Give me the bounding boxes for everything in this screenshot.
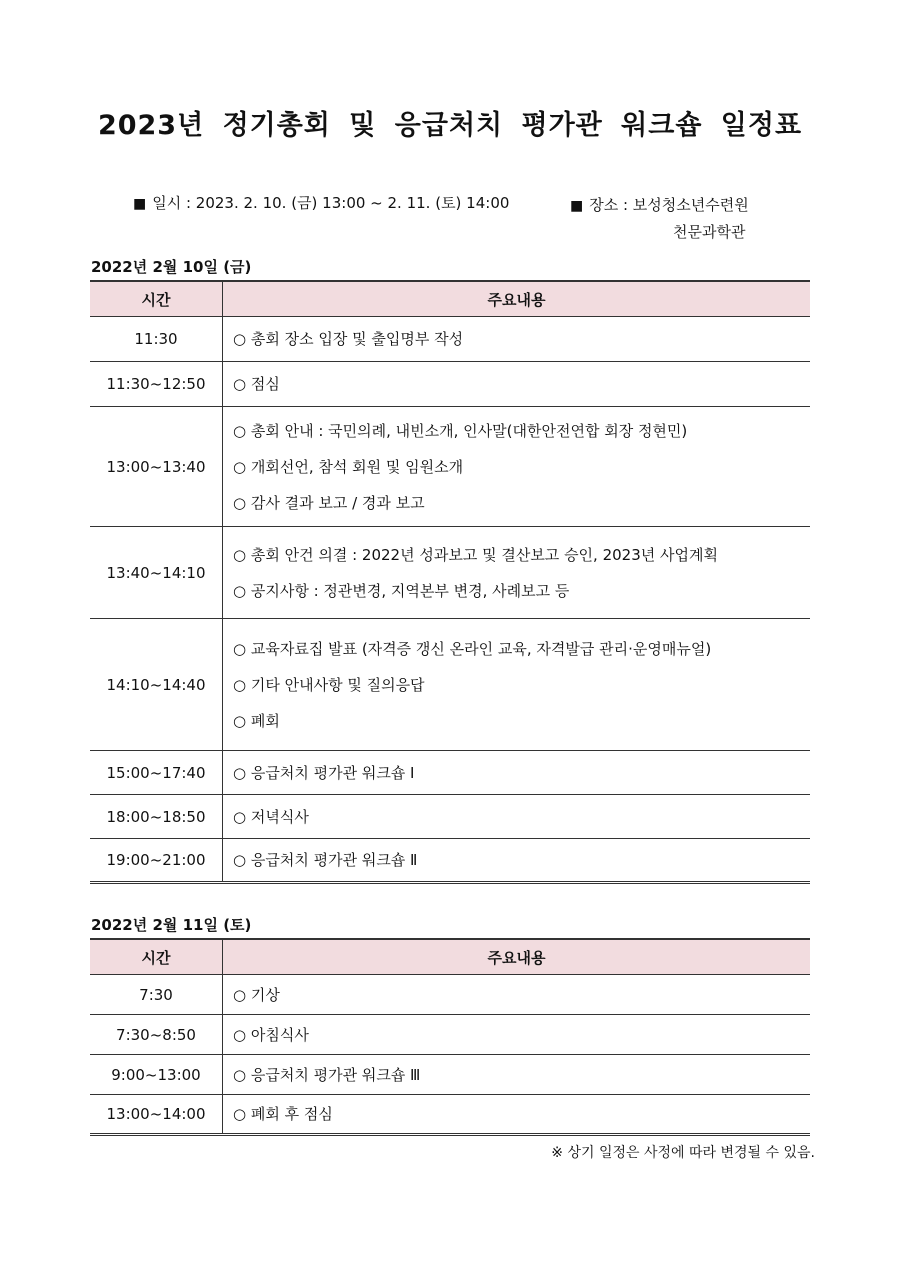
agenda-item: ○ 공지사항 : 정관변경, 지역본부 변경, 사례보고 등 bbox=[233, 581, 570, 600]
square-bullet-icon: ■ bbox=[570, 198, 584, 214]
table-row bbox=[90, 317, 810, 362]
time-cell: 7:30~8:50 bbox=[90, 1015, 223, 1055]
table-row bbox=[90, 839, 810, 883]
content-cell bbox=[223, 975, 811, 1015]
content-cell bbox=[223, 362, 811, 407]
time-cell: 13:40~14:10 bbox=[90, 527, 223, 619]
day2-heading: 2022년 2월 11일 (토) bbox=[91, 916, 252, 934]
column-header-time: 시간 bbox=[90, 939, 223, 975]
day1-table-body bbox=[90, 317, 810, 883]
agenda-item: ○ 총회 장소 입장 및 출입명부 작성 bbox=[233, 330, 464, 348]
content-cell bbox=[223, 407, 811, 527]
time-cell: 7:30 bbox=[90, 975, 223, 1015]
agenda-item: ○ 총회 안내 : 국민의례, 내빈소개, 인사말(대한안전연합 회장 정현민) bbox=[233, 421, 688, 440]
time-cell: 9:00~13:00 bbox=[90, 1055, 223, 1095]
table-row bbox=[90, 751, 810, 795]
time-cell: 11:30 bbox=[90, 317, 223, 362]
agenda-item: ○ 폐회 bbox=[233, 711, 280, 730]
column-header-time: 시간 bbox=[90, 281, 223, 317]
square-bullet-icon: ■ bbox=[133, 196, 147, 212]
content-cell bbox=[223, 619, 811, 751]
agenda-item: ○ 기타 안내사항 및 질의응답 bbox=[233, 675, 425, 694]
day2-schedule-table bbox=[90, 938, 810, 1136]
time-cell: 18:00~18:50 bbox=[90, 795, 223, 839]
agenda-item: ○ 감사 결과 보고 / 경과 보고 bbox=[233, 493, 425, 512]
table-row bbox=[90, 795, 810, 839]
table-row bbox=[90, 1055, 810, 1095]
time-cell: 19:00~21:00 bbox=[90, 839, 223, 883]
table-row bbox=[90, 407, 810, 527]
content-cell bbox=[223, 795, 811, 839]
page-title: 2023년 정기총회 및 응급처치 평가관 워크숍 일정표 bbox=[97, 110, 803, 141]
agenda-item: ○ 저녁식사 bbox=[233, 807, 309, 826]
content-cell bbox=[223, 1055, 811, 1095]
agenda-item: ○ 응급처치 평가관 워크숍 Ⅲ bbox=[233, 1065, 421, 1084]
time-cell: 15:00~17:40 bbox=[90, 751, 223, 795]
footnote: ※ 상기 일정은 사정에 따라 변경될 수 있음. bbox=[551, 1145, 815, 1161]
time-cell: 13:00~13:40 bbox=[90, 407, 223, 527]
content-cell bbox=[223, 751, 811, 795]
agenda-item: ○ 총회 안건 의결 : 2022년 성과보고 및 결산보고 승인, 2023년 사업계획 bbox=[233, 545, 718, 564]
table-row bbox=[90, 1015, 810, 1055]
table-row bbox=[90, 1095, 810, 1135]
venue-text-line2: 천문과학관 bbox=[673, 223, 746, 241]
datetime-text: 일시 : 2023. 2. 10. (금) 13:00 ~ 2. 11. (토) 14:00 bbox=[152, 194, 510, 212]
table-header-row bbox=[90, 281, 810, 317]
time-cell: 13:00~14:00 bbox=[90, 1095, 223, 1135]
content-cell bbox=[223, 1015, 811, 1055]
day1-heading: 2022년 2월 10일 (금) bbox=[91, 258, 252, 276]
agenda-item: ○ 아침식사 bbox=[233, 1025, 309, 1044]
day2-table-body bbox=[90, 975, 810, 1135]
agenda-item: ○ 개회선언, 참석 회원 및 임원소개 bbox=[233, 457, 464, 476]
event-venue bbox=[570, 192, 749, 245]
table-row bbox=[90, 619, 810, 751]
table-row bbox=[90, 975, 810, 1015]
table-row bbox=[90, 527, 810, 619]
content-cell bbox=[223, 839, 811, 883]
time-cell: 11:30~12:50 bbox=[90, 362, 223, 407]
content-cell bbox=[223, 317, 811, 362]
agenda-item: ○ 점심 bbox=[233, 375, 280, 393]
day1-schedule-table bbox=[90, 280, 810, 884]
content-cell bbox=[223, 1095, 811, 1135]
content-cell bbox=[223, 527, 811, 619]
table-header-row bbox=[90, 939, 810, 975]
column-header-content: 주요내용 bbox=[223, 281, 811, 317]
event-datetime bbox=[133, 192, 509, 213]
table-row bbox=[90, 362, 810, 407]
agenda-item: ○ 기상 bbox=[233, 985, 280, 1004]
agenda-item: ○ 폐회 후 점심 bbox=[233, 1105, 333, 1123]
column-header-content: 주요내용 bbox=[223, 939, 811, 975]
agenda-item: ○ 응급처치 평가관 워크숍 Ⅱ bbox=[233, 851, 418, 869]
agenda-item: ○ 응급처치 평가관 워크숍 Ⅰ bbox=[233, 763, 415, 782]
time-cell: 14:10~14:40 bbox=[90, 619, 223, 751]
agenda-item: ○ 교육자료집 발표 (자격증 갱신 온라인 교육, 자격발급 관리·운영매뉴얼) bbox=[233, 639, 712, 658]
venue-text: 장소 : 보성청소년수련원 bbox=[589, 196, 749, 214]
